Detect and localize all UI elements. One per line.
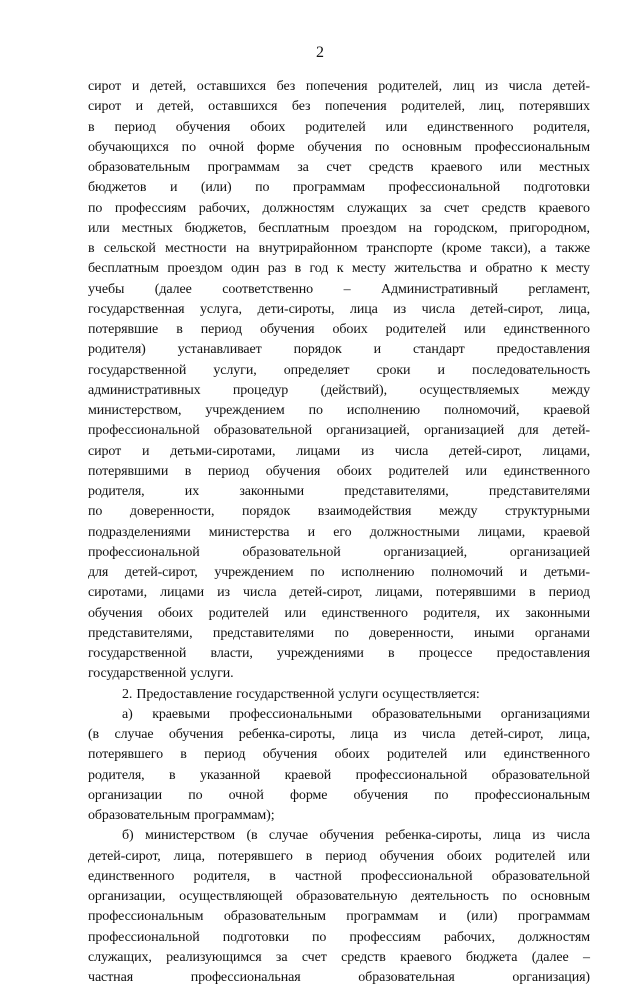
- text-line: бюджетов и (или) по программам профессиональной подготовки: [88, 180, 590, 196]
- text-line: административных процедур (действий), осуществляемых между: [88, 382, 590, 398]
- text-line: частная профессиональная образовательная организация): [88, 970, 590, 985]
- text-line: б) министерством (в случае обучения ребенка-сироты, лица из числа: [122, 828, 590, 844]
- text-line: организации, осуществляющей образовательную деятельность по основным: [88, 889, 590, 904]
- text-line: сиротами, лицами из числа детей-сирот, лицами, потерявшими в период: [88, 585, 590, 601]
- text-line: государственной власти, учреждениями в процессе предоставления: [88, 646, 590, 661]
- document-body: [88, 77, 590, 988]
- text-line: в период обучения обоих родителей или единственного родителя,: [88, 119, 590, 135]
- text-line: подразделениями министерства и его должностными лицами, краевой: [88, 524, 590, 540]
- text-line: учебы (далее соответственно – Административный регламент,: [88, 281, 590, 297]
- text-line: сирот и детьми-сиротами, лицами из числа детей-сирот, лицами,: [88, 443, 590, 459]
- text-line: профессиональной подготовки по профессиям рабочих, должностям: [88, 929, 590, 945]
- text-line: или местных бюджетов, бесплатным проездом на городском, пригородном,: [88, 220, 590, 236]
- text-line: образовательным программам);: [88, 808, 275, 823]
- text-line: государственная услуга, дети-сироты, лица из числа детей-сирот, лица,: [88, 301, 590, 317]
- text-line: сирот и детей, оставшихся без попечения родителей, лиц из числа детей-: [88, 79, 590, 94]
- text-line: профессиональной образовательной организацией, организацией: [88, 544, 590, 560]
- text-line: а) краевыми профессиональными образовательными организациями: [122, 706, 590, 722]
- text-line: по профессиям рабочих, должностям служащих за счет средств краевого: [88, 200, 590, 216]
- text-line: для детей-сирот, учреждением по исполнению полномочий и детьми-: [88, 565, 590, 580]
- text-line: родителя, в указанной краевой профессиональной образовательной: [88, 767, 590, 783]
- text-line: профессиональным образовательным программам и (или) программам: [88, 909, 590, 925]
- text-line: профессиональной образовательной организацией, организацией для детей-: [88, 423, 590, 439]
- text-line: министерством, учреждением по исполнению полномочий, краевой: [88, 403, 590, 418]
- text-line: детей-сирот, лица, потерявшего в период обучения обоих родителей или: [88, 848, 590, 864]
- text-line: единственного родителя, в частной профессиональной образовательной: [88, 868, 590, 884]
- text-line: сирот и детей, оставшихся без попечения родителей, лиц, потерявших: [88, 99, 590, 115]
- text-line: родителя, их законными представителями, представителями: [88, 484, 590, 499]
- text-line: обучающихся по очной форме обучения по основным профессиональным: [88, 139, 590, 155]
- text-line: представителями, представителями по доверенности, иными органами: [88, 625, 590, 641]
- text-line: потерявшие в период обучения обоих родителей или единственного: [88, 322, 590, 337]
- text-line: бесплатным проездом один раз в год к месту жительства и обратно к месту: [88, 261, 590, 277]
- text-line: потерявшими в период обучения обоих родителей или единственного: [88, 463, 590, 479]
- text-line: государственной услуги.: [88, 666, 234, 682]
- page-number: 2: [316, 44, 324, 61]
- text-line: организации по очной форме обучения по профессиональным: [88, 787, 590, 803]
- text-line: в сельской местности на внутрирайонном транспорте (кроме такси), а также: [88, 241, 590, 256]
- text-line: обучения обоих родителей или единственного родителя, их законными: [88, 605, 590, 621]
- text-line: 2. Предоставление государственной услуги осуществляется:: [122, 686, 480, 702]
- text-line: (в случае обучения ребенка-сироты, лица из числа детей-сирот, лица,: [88, 727, 590, 742]
- text-line: родителя) устанавливает порядок и стандарт предоставления: [88, 342, 590, 358]
- text-line: по доверенности, порядок взаимодействия между структурными: [88, 504, 590, 520]
- text-line: государственной услуги, определяет сроки и последовательность: [88, 362, 590, 378]
- text-line: потерявшего в период обучения обоих родителей или единственного: [88, 747, 590, 763]
- text-line: образовательным программам за счет средств краевого или местных: [88, 160, 590, 175]
- text-line: служащих, реализующимся за счет средств краевого бюджета (далее –: [88, 949, 590, 965]
